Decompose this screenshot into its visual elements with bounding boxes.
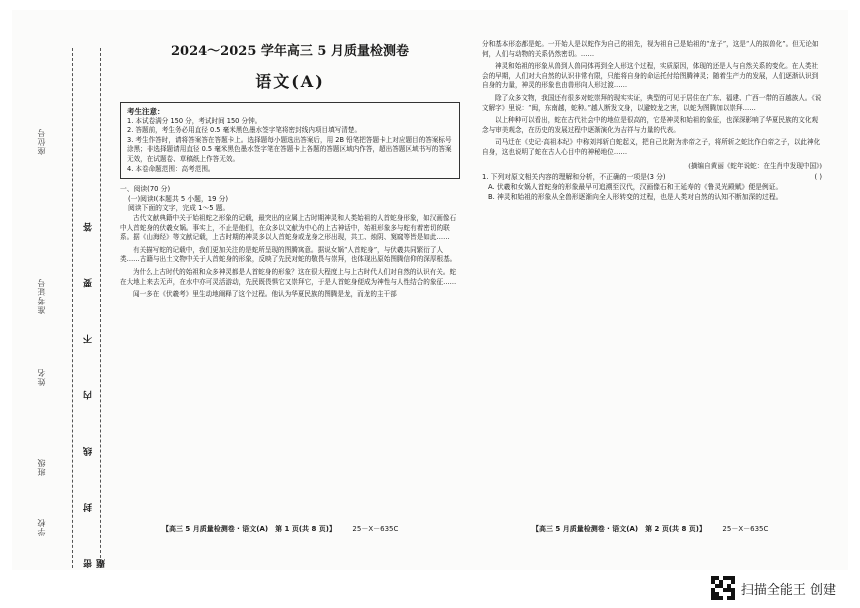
school-label: 学校 [37, 518, 46, 536]
passage-paragraph: 闻一多在《伏羲考》里生动地阐释了这个过程。他认为华夏民族的图腾是龙，而龙的主干部 [133, 290, 397, 299]
passage-paragraph: 为什么上古时代的始祖和众多神灵都是人首蛇身的形象？这在很大程度上与上古时代人们对自然的认识有关。蛇在大地上来去无声，在水中亦可灵活游动，先民既畏惧它又崇拜它，于是人首蛇身便成为神性与人性结合的象征…… [120, 267, 457, 286]
exam-title: 2024～2025 学年高三 5 月质量检测卷 [171, 44, 409, 59]
footer-left-code: 25－X－635C [352, 525, 399, 533]
footer-right-code: 25－X－635C [722, 525, 769, 533]
scanner-badge-text: 扫描全能王 创建 [740, 582, 836, 598]
exam-no-label: 准考证号 [37, 278, 46, 314]
subsection-heading: (一)阅读Ⅰ(本题共 5 小题，19 分) [128, 194, 229, 203]
passage-paragraph: 分和基本形态都是蛇。一开始人是以蛇作为自己的祖先，视为祖自己是始祖的“龙子”，这是“人的拟兽化”。但无论如何，人们与动物的关系仍然密切。…… [482, 40, 819, 58]
seat-label: 座位号 [37, 128, 46, 155]
section-heading: 一、阅读(70 分) [120, 185, 171, 194]
reading-instruction: 阅读下面的文字，完成 1～5 题。 [128, 204, 230, 213]
class-label: 班级 [37, 458, 46, 476]
notice-box [120, 102, 460, 179]
notice-item: 2. 答题前，考生务必用直径 0.5 毫米黑色墨水签字笔将密封线内项目填写清楚。 [127, 126, 362, 135]
qr-code-icon [711, 576, 735, 600]
footer-right-title: 【高三 5 月质量检测卷 · 语文(A) 第 2 页(共 8 页)】 [532, 525, 706, 533]
question-text: 1. 下列对原文相关内容的理解和分析，不正确的一项是(3 分) [482, 172, 666, 181]
passage-paragraph: 神灵和始祖的形象从兽到人兽同体再到全人形这个过程，实质原因，体现的还是人与自然关系的变化。在人类社会的早期，人们对大自然的认识非常有限，只能将自身的命运托付给图腾神灵；随着生产力的发展，人们逐渐认识到自身的力量，神灵的形象也由兽形向人形过渡…… [482, 62, 819, 90]
passage-paragraph: 有关描写蛇的记载中，我们更加关注的是蛇所呈现的图腾寓意。据说女娲“人首蛇身”，与伏羲共同繁衍了人类……古籍与出土文物中关于人首蛇身的形象，反映了先民对蛇的敬畏与崇拜，也体现出原始图腾信仰的深厚根基。 [120, 245, 457, 264]
option-b: B. 神灵和始祖的形象从全兽形逐渐向全人形转变的过程，也是人类对自然的认知不断加深的过程。 [488, 192, 783, 201]
passage-paragraph: 除了众多文物，我国还有很多对蛇崇拜的现实实证，典型的可见于居住在广东、福建、广西一带的百越族人。《说文解字》里说：“闽，东南越，蛇种。”越人断发文身，以避蛟龙之害，以蛇为图腾加以崇拜…… [482, 93, 822, 112]
binding-margin [32, 48, 112, 568]
answer-bracket: ( ) [814, 172, 822, 181]
seal-line-left [72, 48, 73, 568]
passage-paragraph: 古代文献典籍中关于始祖蛇之形象的记载，最突出的应属上古时期神灵和人类始祖的人首蛇身形象，如汉画像石中人首蛇身的伏羲女娲。事实上，不止是他们，在众多以文献为中心的上古神话中，始祖形象多与蛇有着密切的联系。据《山海经》等文献记载，上古时期的神灵多以人首蛇身或龙身之形出现，共工、烛阴、窫窳等皆是如此…… [120, 213, 457, 242]
question-stem [482, 172, 822, 182]
notice-item: 3. 考生作答时，请将答案答在答题卡上。选择题每小题选出答案后，用 2B 铅笔把答题卡上对应题目的答案标号涂黑；非选择题请用直径 0.5 毫米黑色墨水签字笔在答题卡上各题的答题区域内作答，超出答题区域书写的答案无效，在试题卷、草稿纸上作答无效。 [127, 135, 452, 163]
subject-title: 语文(A) [255, 72, 325, 91]
seal-warning: 密 封 线 内 不 要 答 题 [84, 200, 107, 568]
scanner-badge [711, 576, 836, 600]
notice-title: 考生注意： [127, 107, 165, 116]
passage-paragraph: 以上种种可以看出，蛇在古代社会中的地位是很高的，它是神灵和始祖的象征，也深深影响了华夏民族的文化观念与审美观念，在历史的发展过程中逐渐演化为吉祥与力量的代表。 [482, 116, 819, 134]
option-a: A. 伏羲和女娲人首蛇身的形象最早可追溯至汉代，汉画像石和王延寿的《鲁灵光殿赋》便是例证。 [488, 182, 783, 191]
notice-item: 4. 本卷命题范围：高考范围。 [127, 164, 215, 173]
exam-sheet [12, 10, 848, 570]
left-column [120, 40, 460, 300]
footer-right [532, 524, 768, 534]
right-column [482, 40, 822, 202]
notice-item: 1. 本试卷满分 150 分，考试时间 150 分钟。 [127, 116, 262, 125]
footer-left [162, 524, 398, 534]
name-label: 姓名 [37, 368, 46, 386]
passage-citation: (摘编自黄丽《蛇年说蛇：在生肖中发现中国》) [688, 161, 822, 170]
footer-left-title: 【高三 5 月质量检测卷 · 语文(A) 第 1 页(共 8 页)】 [162, 525, 336, 533]
passage-paragraph: 司马迁在《史记·高祖本纪》中称刘邦斩白蛇起义，把自己比附为赤帝之子，将所斩之蛇比作白帝之子，以此神化自身，这也说明了蛇在古人心目中的神秘地位…… [482, 138, 821, 156]
